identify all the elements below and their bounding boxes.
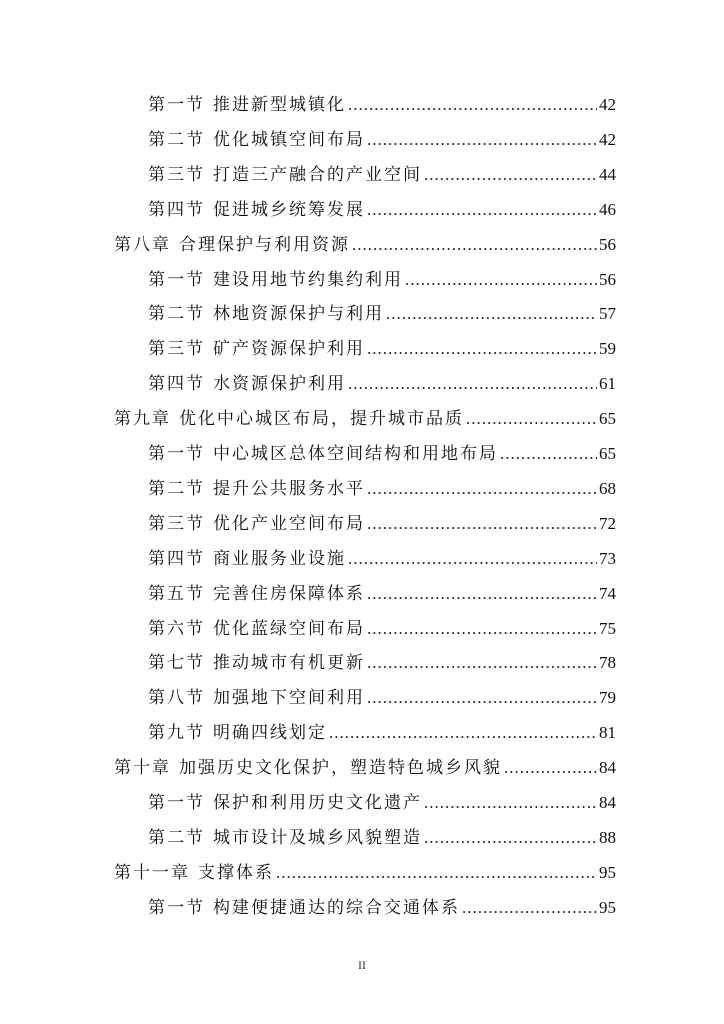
- dot-leader: [367, 125, 597, 155]
- toc-chapter-entry[interactable]: [114, 753, 616, 783]
- toc-entry-label: 第一节: [148, 793, 205, 813]
- dot-leader: [276, 858, 597, 888]
- toc-entry-title: [148, 614, 365, 644]
- toc-entry-title: [148, 788, 422, 818]
- toc-entry-title: [148, 823, 422, 853]
- dot-leader: [348, 90, 597, 120]
- toc-entry-title: [148, 683, 365, 713]
- toc-section-entry[interactable]: [148, 265, 616, 295]
- toc-section-entry[interactable]: [148, 544, 616, 574]
- toc-page-number: 95: [599, 862, 616, 882]
- toc-entry-text: 完善住房保障体系: [213, 583, 365, 604]
- toc-entry-title: [148, 474, 365, 504]
- toc-section-entry[interactable]: [148, 369, 616, 399]
- toc-page-number: 75: [599, 618, 616, 638]
- toc-entry-title: [114, 753, 502, 783]
- toc-section-entry[interactable]: [148, 439, 616, 469]
- toc-page-number: 68: [599, 478, 616, 498]
- toc-section-entry[interactable]: [148, 823, 616, 853]
- toc-entry-title: [148, 509, 365, 539]
- dot-leader: [386, 299, 597, 329]
- toc-entry-title: [148, 265, 403, 295]
- toc-entry-title: [148, 893, 460, 923]
- toc-page-number: 74: [599, 583, 616, 603]
- toc-entry-label: 第十一章: [114, 862, 190, 883]
- toc-chapter-entry[interactable]: [114, 230, 616, 260]
- toc-page-number: 81: [599, 723, 616, 743]
- toc-entry-title: [148, 90, 346, 120]
- dot-leader: [367, 474, 597, 504]
- toc-entry-title: [148, 299, 384, 329]
- toc-entry-title: [148, 439, 498, 469]
- toc-page-number: 84: [599, 758, 616, 778]
- toc-chapter-entry[interactable]: [114, 858, 616, 888]
- toc-section-entry[interactable]: [148, 90, 616, 120]
- toc-entry-label: 第二节: [148, 304, 205, 325]
- toc-entry-text: 明确四线划定: [213, 723, 327, 744]
- toc-page-number: 56: [599, 234, 616, 254]
- toc-section-entry[interactable]: [148, 509, 616, 539]
- dot-leader: [367, 683, 597, 713]
- toc-entry-title: [148, 160, 422, 190]
- toc-entry-label: 第五节: [148, 583, 205, 604]
- toc-entry-text: 优化中心城区布局，提升城市品质: [179, 409, 464, 430]
- toc-page-number: 61: [599, 374, 616, 394]
- toc-entry-label: 第六节: [148, 618, 205, 639]
- toc-entry-title: [148, 369, 346, 399]
- toc-entry-label: 第二节: [148, 827, 205, 848]
- toc-entry-title: [148, 544, 346, 574]
- toc-page-number: 65: [599, 409, 616, 429]
- toc-entry-title: [114, 858, 274, 888]
- toc-section-entry[interactable]: [148, 125, 616, 155]
- toc-section-entry[interactable]: [148, 579, 616, 609]
- toc-entry-text: 合理保护与利用资源: [179, 234, 350, 255]
- toc-entry-text: 提升公共服务水平: [213, 478, 365, 499]
- toc-entry-title: [148, 195, 365, 225]
- dot-leader: [352, 230, 597, 260]
- toc-page-number: 72: [599, 513, 616, 533]
- toc-entry-text: 打造三产融合的产业空间: [213, 164, 422, 185]
- toc-section-entry[interactable]: [148, 683, 616, 713]
- toc-entry-text: 水资源保护利用: [213, 374, 346, 395]
- toc-entry-text: 优化城镇空间布局: [213, 129, 365, 150]
- toc-entry-text: 建设用地节约集约利用: [213, 269, 403, 290]
- toc-page-number: 44: [599, 164, 616, 184]
- dot-leader: [424, 160, 597, 190]
- toc-section-entry[interactable]: [148, 160, 616, 190]
- toc-entry-text: 推动城市有机更新: [213, 653, 365, 674]
- toc-page-number: 65: [599, 444, 616, 463]
- page-footer-number: II: [358, 958, 366, 972]
- toc-entry-label: 第四节: [148, 374, 205, 395]
- toc-section-entry[interactable]: [148, 788, 616, 818]
- toc-entry-text: 构建便捷通达的综合交通体系: [213, 897, 460, 918]
- toc-section-entry[interactable]: [148, 474, 616, 504]
- toc-page-number: 56: [599, 269, 616, 289]
- toc-entry-text: 商业服务业设施: [213, 548, 346, 569]
- toc-section-entry[interactable]: [148, 334, 616, 364]
- toc-page-number: 42: [599, 95, 616, 114]
- dot-leader: [462, 893, 597, 923]
- dot-leader: [348, 369, 597, 399]
- dot-leader: [504, 753, 597, 783]
- toc-page-number: 79: [599, 688, 616, 708]
- dot-leader: [329, 718, 597, 748]
- toc-page-number: 73: [599, 548, 616, 568]
- toc-entry-title: [114, 230, 350, 260]
- dot-leader: [367, 195, 597, 225]
- toc-entry-title: [148, 334, 365, 364]
- toc-entry-text: 促进城乡统筹发展: [213, 199, 365, 220]
- toc-section-entry[interactable]: [148, 195, 616, 225]
- toc-entry-title: [148, 648, 365, 678]
- toc-entry-label: 第十章: [114, 758, 171, 779]
- dot-leader: [405, 265, 597, 295]
- toc-entry-label: 第三节: [148, 164, 205, 185]
- toc-entry-title: [148, 718, 327, 748]
- toc-entry-label: 第一节: [148, 95, 205, 115]
- toc-entry-label: 第一节: [148, 269, 205, 290]
- toc-section-entry[interactable]: [148, 893, 616, 923]
- toc-section-entry[interactable]: [148, 718, 616, 748]
- toc-entry-text: 林地资源保护与利用: [213, 304, 384, 325]
- toc-entry-label: 第八章: [114, 234, 171, 255]
- toc-entry-label: 第二节: [148, 478, 205, 499]
- toc-page-number: 46: [599, 199, 616, 219]
- toc-section-entry[interactable]: [148, 648, 616, 678]
- toc-entry-text: 推进新型城镇化: [213, 95, 346, 115]
- toc-entry-label: 第四节: [148, 199, 205, 220]
- toc-entry-text: 矿产资源保护利用: [213, 339, 365, 360]
- toc-entry-label: 第三节: [148, 339, 205, 360]
- toc-page-number: 95: [599, 897, 616, 917]
- toc-page-number: 78: [599, 653, 616, 673]
- toc-entry-text: 保护和利用历史文化遗产: [213, 793, 422, 813]
- toc-entry-label: 第三节: [148, 513, 205, 534]
- toc-entry-text: 加强地下空间利用: [213, 688, 365, 709]
- toc-entry-label: 第八节: [148, 688, 205, 709]
- toc-page-number: 42: [599, 129, 616, 149]
- toc-entry-text: 加强历史文化保护，塑造特色城乡风貌: [179, 758, 502, 779]
- toc-entry-label: 第二节: [148, 129, 205, 150]
- toc-entry-title: [148, 125, 365, 155]
- dot-leader: [367, 614, 597, 644]
- toc-entry-label: 第九节: [148, 723, 205, 744]
- toc-entry-text: 中心城区总体空间结构和用地布局: [213, 444, 498, 464]
- toc-entry-text: 优化产业空间布局: [213, 513, 365, 534]
- dot-leader: [367, 334, 597, 364]
- dot-leader: [367, 648, 597, 678]
- toc-entry-text: 城市设计及城乡风貌塑造: [213, 827, 422, 848]
- toc-entry-text: 支撑体系: [198, 862, 274, 883]
- toc-entry-label: 第一节: [148, 897, 205, 918]
- dot-leader: [367, 509, 597, 539]
- dot-leader: [424, 788, 597, 818]
- toc-entry-title: [114, 404, 464, 434]
- dot-leader: [500, 439, 597, 469]
- toc-page-number: 57: [599, 304, 616, 324]
- dot-leader: [367, 579, 597, 609]
- dot-leader: [348, 544, 597, 574]
- toc-entry-text: 优化蓝绿空间布局: [213, 618, 365, 639]
- toc-entry-label: 第九章: [114, 409, 171, 430]
- toc-section-entry[interactable]: [148, 614, 616, 644]
- dot-leader: [424, 823, 597, 853]
- toc-page-number: 84: [599, 793, 616, 812]
- toc-entry-label: 第一节: [148, 444, 205, 464]
- toc-page-number: 59: [599, 339, 616, 359]
- toc-entry-label: 第七节: [148, 653, 205, 674]
- toc-chapter-entry[interactable]: [114, 404, 616, 434]
- toc-page-number: 88: [599, 827, 616, 847]
- toc-entry-label: 第四节: [148, 548, 205, 569]
- toc-entry-title: [148, 579, 365, 609]
- toc-section-entry[interactable]: [148, 299, 616, 329]
- dot-leader: [466, 404, 597, 434]
